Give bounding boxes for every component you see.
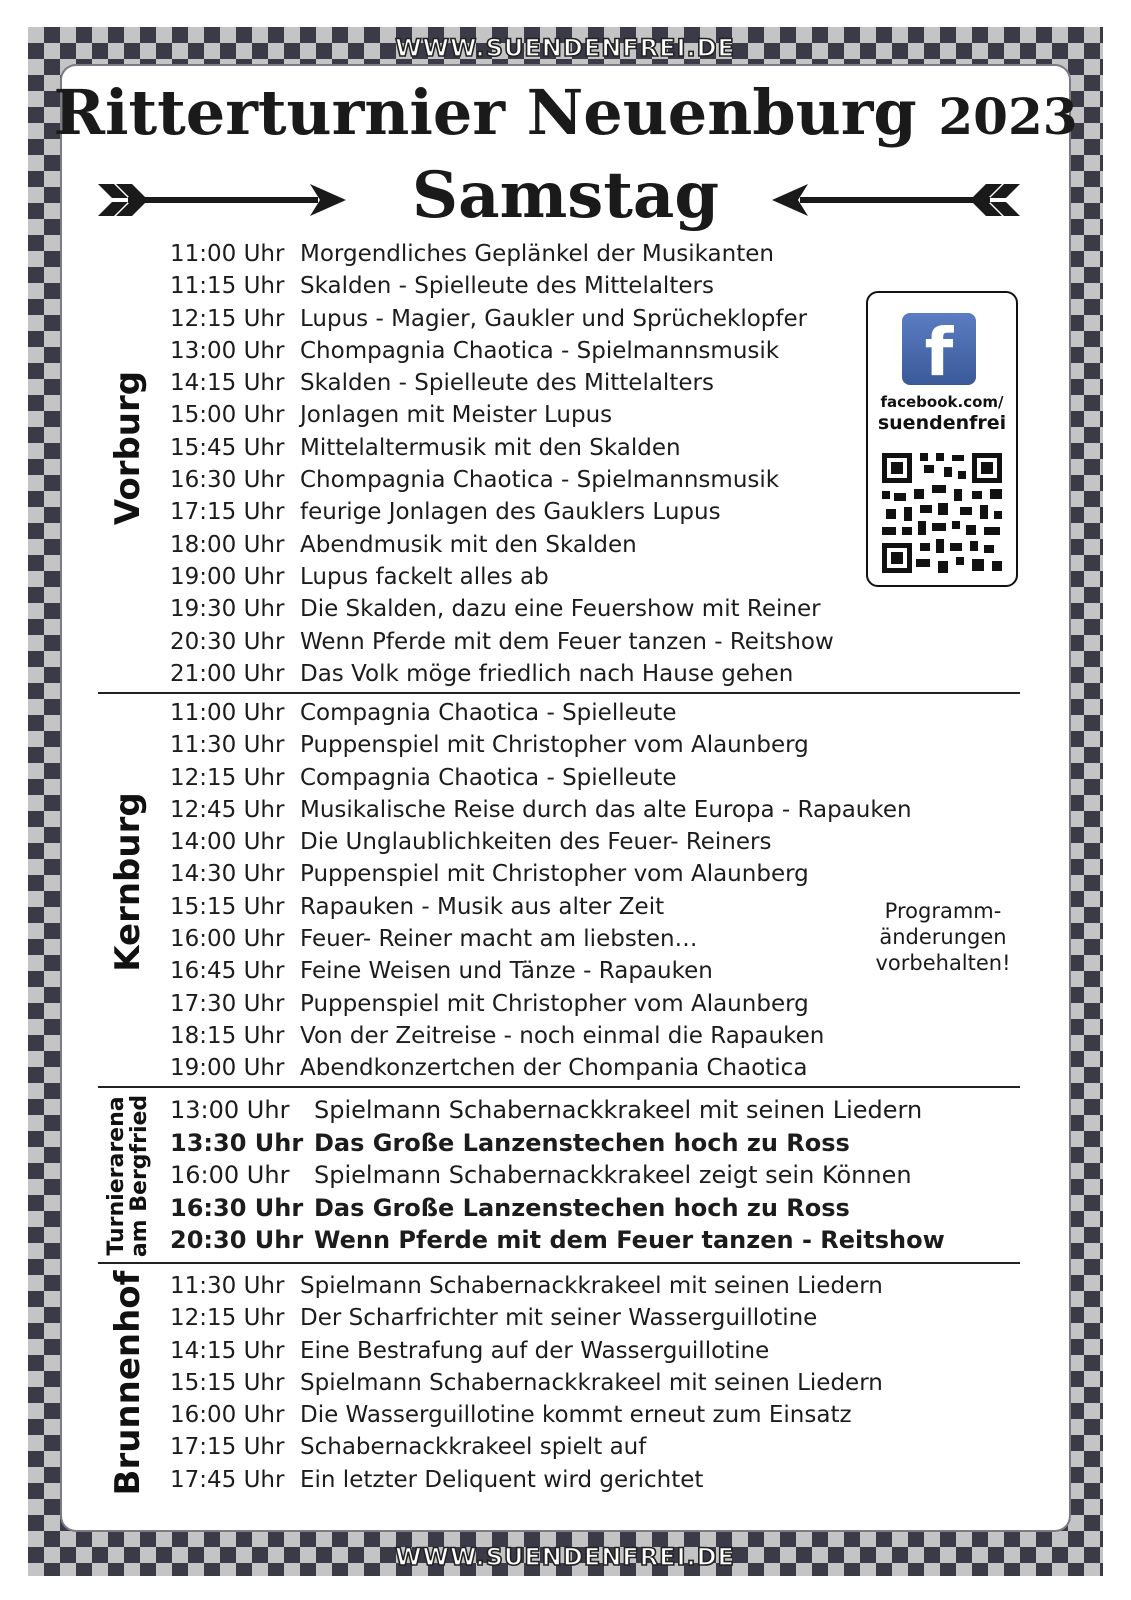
schedule-row bbox=[170, 1367, 883, 1399]
section-label-brunnenhof: Brunnenhof bbox=[108, 1270, 148, 1496]
schedule-item: Spielmann Schabernackkrakeel mit seinen Liedern bbox=[300, 1273, 883, 1299]
schedule-time: 18:15 Uhr bbox=[170, 1022, 285, 1049]
schedule-item: Skalden - Spielleute des Mittelalters bbox=[300, 370, 714, 397]
schedule-item: Feine Weisen und Tänze - Rapauken bbox=[300, 958, 713, 985]
arrow-right-icon bbox=[98, 180, 348, 220]
facebook-icon[interactable]: f bbox=[902, 313, 976, 385]
schedule-row bbox=[170, 561, 834, 593]
facebook-box[interactable] bbox=[866, 291, 1018, 587]
schedule-row bbox=[170, 464, 834, 496]
schedule-item: Chompagnia Chaotica - Spielmannsmusik bbox=[300, 337, 780, 364]
schedule-item: Puppenspiel mit Christopher vom Alaunberg bbox=[300, 861, 809, 888]
facebook-url[interactable]: facebook.com/ bbox=[880, 393, 1004, 411]
schedule-time: 16:45 Uhr bbox=[170, 958, 285, 985]
schedule-row-highlight bbox=[170, 1192, 945, 1225]
website-banner-top[interactable]: WWW.SUENDENFREI.DE bbox=[395, 34, 735, 62]
schedule-item: Wenn Pferde mit dem Feuer tanzen - Reitshow bbox=[314, 1226, 945, 1255]
schedule-row bbox=[170, 496, 834, 528]
event-title bbox=[0, 76, 1131, 149]
schedule-row bbox=[170, 697, 912, 729]
event-title-main: Ritterturnier Neuenburg bbox=[53, 76, 917, 149]
schedule-row-highlight bbox=[170, 1127, 945, 1160]
schedule-time: 17:15 Uhr bbox=[170, 1434, 285, 1461]
note-line: änderungen bbox=[879, 925, 1007, 949]
schedule-time: 13:00 Uhr bbox=[170, 1096, 290, 1124]
schedule-time: 11:30 Uhr bbox=[170, 732, 285, 759]
section-label-line: Turnierarena bbox=[104, 1096, 129, 1256]
schedule-row bbox=[170, 658, 834, 690]
schedule-time: 13:30 Uhr bbox=[170, 1128, 304, 1157]
schedule-item: Die Unglaublichkeiten des Feuer- Reiners bbox=[300, 829, 772, 856]
schedule-time: 16:00 Uhr bbox=[170, 926, 285, 953]
schedule-row bbox=[170, 432, 834, 464]
event-year: 2023 bbox=[938, 87, 1078, 146]
schedule-item: Mittelaltermusik mit den Skalden bbox=[300, 434, 681, 461]
schedule-row bbox=[170, 794, 912, 826]
schedule-time: 11:00 Uhr bbox=[170, 241, 285, 267]
schedule-item: Compagnia Chaotica - Spielleute bbox=[300, 764, 677, 791]
schedule-item: Spielmann Schabernackkrakeel mit seinen Liedern bbox=[300, 1369, 883, 1396]
arrow-left-icon bbox=[770, 180, 1020, 220]
schedule-time: 15:15 Uhr bbox=[170, 893, 285, 920]
qr-code-icon[interactable] bbox=[880, 451, 1004, 575]
section-divider bbox=[98, 692, 1020, 694]
schedule-item: Feuer- Reiner macht am liebsten… bbox=[300, 926, 698, 953]
schedule-time: 14:15 Uhr bbox=[170, 1337, 285, 1364]
schedule-item: Wenn Pferde mit dem Feuer tanzen - Reitshow bbox=[300, 628, 834, 655]
program-change-note bbox=[868, 898, 1018, 976]
schedule-time: 17:30 Uhr bbox=[170, 990, 285, 1017]
schedule-item: Rapauken - Musik aus alter Zeit bbox=[300, 893, 665, 920]
schedule-item: Lupus fackelt alles ab bbox=[300, 563, 549, 590]
event-day: Samstag bbox=[411, 158, 720, 233]
schedule-item: feurige Jonlagen des Gauklers Lupus bbox=[300, 499, 721, 526]
schedule-time: 16:00 Uhr bbox=[170, 1161, 290, 1190]
schedule-item: Abendkonzertchen der Chompania Chaotica bbox=[300, 1055, 808, 1082]
schedule-item: Puppenspiel mit Christopher vom Alaunberg bbox=[300, 732, 809, 759]
schedule-row bbox=[170, 529, 834, 561]
schedule-item: Morgendliches Geplänkel der Musikanten bbox=[300, 241, 774, 267]
schedule-row bbox=[170, 238, 834, 270]
schedule-item: Der Scharfrichter mit seiner Wasserguillotine bbox=[300, 1305, 818, 1332]
schedule-time: 17:45 Uhr bbox=[170, 1466, 285, 1493]
schedule-time: 14:15 Uhr bbox=[170, 370, 285, 397]
schedule-time: 19:00 Uhr bbox=[170, 563, 285, 590]
website-banner-bottom[interactable]: WWW.SUENDENFREI.DE bbox=[395, 1543, 735, 1571]
section-label-vorburg: Vorburg bbox=[108, 370, 148, 526]
schedule-row bbox=[170, 1302, 883, 1334]
schedule-time: 11:00 Uhr bbox=[170, 700, 285, 726]
section-label-kernburg: Kernburg bbox=[108, 792, 148, 972]
schedule-row bbox=[170, 593, 834, 625]
schedule-kernburg bbox=[170, 697, 912, 1085]
schedule-item: Spielmann Schabernackkrakeel zeigt sein Können bbox=[314, 1161, 912, 1190]
schedule-turnierarena bbox=[170, 1094, 945, 1257]
schedule-row bbox=[170, 858, 912, 890]
schedule-time: 17:15 Uhr bbox=[170, 499, 285, 526]
schedule-time: 13:00 Uhr bbox=[170, 337, 285, 364]
section-divider bbox=[98, 1262, 1020, 1264]
schedule-row-highlight bbox=[170, 1224, 945, 1257]
schedule-row bbox=[170, 955, 912, 987]
schedule-row bbox=[170, 335, 834, 367]
note-line: Programm- bbox=[884, 899, 1002, 923]
schedule-time: 14:30 Uhr bbox=[170, 861, 285, 888]
schedule-row bbox=[170, 1094, 945, 1127]
schedule-row bbox=[170, 270, 834, 302]
schedule-item: Chompagnia Chaotica - Spielmannsmusik bbox=[300, 467, 780, 494]
schedule-item: Das Große Lanzenstechen hoch zu Ross bbox=[314, 1193, 850, 1222]
schedule-item: Puppenspiel mit Christopher vom Alaunberg bbox=[300, 990, 809, 1017]
schedule-time: 15:00 Uhr bbox=[170, 402, 285, 429]
schedule-time: 15:15 Uhr bbox=[170, 1369, 285, 1396]
schedule-row bbox=[170, 1335, 883, 1367]
schedule-row bbox=[170, 1431, 883, 1463]
schedule-row bbox=[170, 923, 912, 955]
schedule-row bbox=[170, 988, 912, 1020]
schedule-row bbox=[170, 729, 912, 761]
schedule-time: 19:30 Uhr bbox=[170, 596, 285, 623]
schedule-item: Von der Zeitreise - noch einmal die Rapauken bbox=[300, 1022, 825, 1049]
schedule-item: Das Volk möge friedlich nach Hause gehen bbox=[300, 660, 794, 687]
facebook-handle[interactable]: suendenfrei bbox=[877, 412, 1007, 434]
schedule-time: 11:15 Uhr bbox=[170, 273, 285, 300]
schedule-time: 16:30 Uhr bbox=[170, 1193, 304, 1222]
schedule-row bbox=[170, 1399, 883, 1431]
schedule-row bbox=[170, 1052, 912, 1084]
schedule-time: 18:00 Uhr bbox=[170, 531, 285, 558]
schedule-time: 12:15 Uhr bbox=[170, 1305, 285, 1332]
schedule-item: Schabernackkrakeel spielt auf bbox=[300, 1434, 647, 1461]
schedule-row bbox=[170, 1159, 945, 1192]
schedule-item: Skalden - Spielleute des Mittelalters bbox=[300, 273, 714, 300]
schedule-row bbox=[170, 399, 834, 431]
schedule-item: Musikalische Reise durch das alte Europa - Rapauken bbox=[300, 796, 912, 823]
schedule-row bbox=[170, 303, 834, 335]
schedule-item: Das Große Lanzenstechen hoch zu Ross bbox=[314, 1128, 850, 1157]
schedule-row bbox=[170, 1464, 883, 1496]
schedule-item: Eine Bestrafung auf der Wasserguillotine bbox=[300, 1337, 770, 1364]
schedule-time: 16:00 Uhr bbox=[170, 1402, 285, 1429]
section-label-line: am Bergfried bbox=[127, 1094, 152, 1258]
schedule-time: 12:15 Uhr bbox=[170, 305, 285, 332]
schedule-time: 20:30 Uhr bbox=[170, 628, 285, 655]
schedule-row bbox=[170, 1020, 912, 1052]
schedule-time: 12:45 Uhr bbox=[170, 796, 285, 823]
section-divider bbox=[98, 1086, 1020, 1088]
schedule-time: 21:00 Uhr bbox=[170, 660, 285, 687]
schedule-time: 19:00 Uhr bbox=[170, 1055, 285, 1082]
schedule-item: Spielmann Schabernackkrakeel mit seinen Liedern bbox=[314, 1096, 923, 1124]
schedule-item: Lupus - Magier, Gaukler und Sprücheklopfer bbox=[300, 305, 808, 332]
schedule-time: 11:30 Uhr bbox=[170, 1273, 285, 1299]
schedule-row bbox=[170, 826, 912, 858]
schedule-vorburg bbox=[170, 238, 834, 690]
schedule-row bbox=[170, 891, 912, 923]
schedule-brunnenhof bbox=[170, 1270, 883, 1496]
schedule-row bbox=[170, 626, 834, 658]
schedule-row bbox=[170, 762, 912, 794]
schedule-item: Compagnia Chaotica - Spielleute bbox=[300, 700, 677, 726]
schedule-item: Ein letzter Deliquent wird gerichtet bbox=[300, 1466, 704, 1493]
schedule-time: 12:15 Uhr bbox=[170, 764, 285, 791]
schedule-time: 14:00 Uhr bbox=[170, 829, 285, 856]
schedule-time: 20:30 Uhr bbox=[170, 1226, 304, 1255]
schedule-row bbox=[170, 1270, 883, 1302]
schedule-time: 16:30 Uhr bbox=[170, 467, 285, 494]
schedule-item: Abendmusik mit den Skalden bbox=[300, 531, 637, 558]
note-line: vorbehalten! bbox=[875, 951, 1011, 975]
schedule-time: 15:45 Uhr bbox=[170, 434, 285, 461]
section-label-turnierarena bbox=[105, 1095, 151, 1257]
schedule-row bbox=[170, 367, 834, 399]
schedule-item: Die Skalden, dazu eine Feuershow mit Reiner bbox=[300, 596, 821, 623]
schedule-item: Die Wasserguillotine kommt erneut zum Einsatz bbox=[300, 1402, 852, 1429]
schedule-item: Jonlagen mit Meister Lupus bbox=[300, 402, 613, 429]
